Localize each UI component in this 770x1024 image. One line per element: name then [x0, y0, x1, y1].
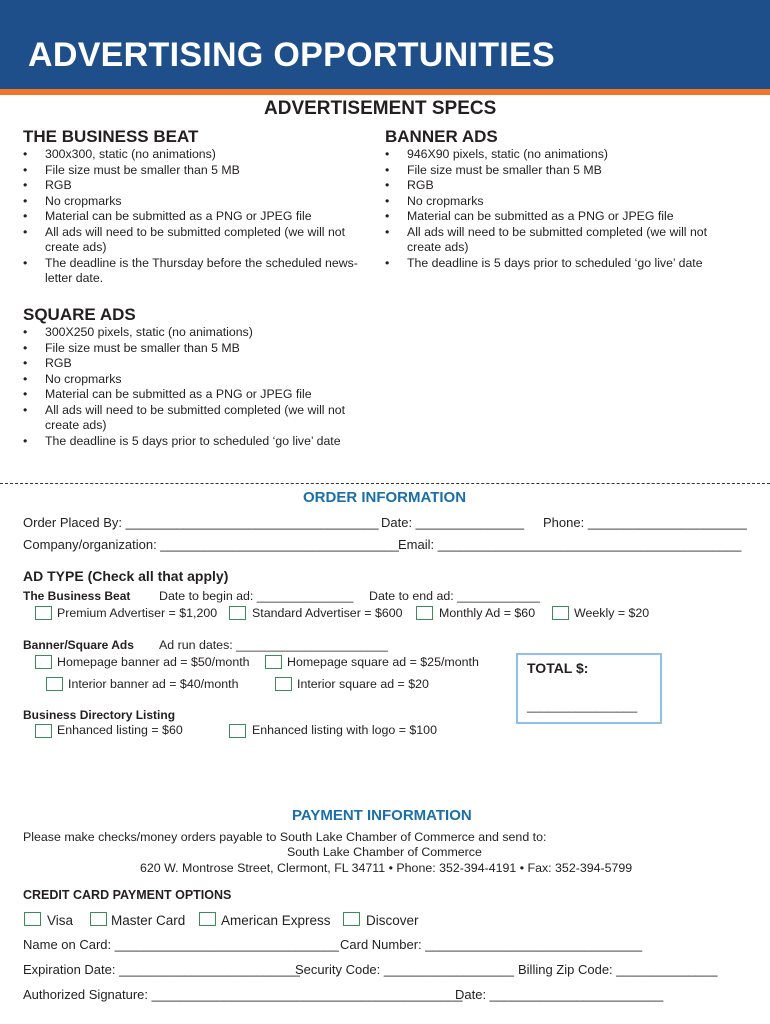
mastercard-checkbox[interactable]	[90, 912, 107, 926]
signature-date-field[interactable]: Date: ________________________	[455, 987, 664, 1002]
list-item: • 300X250 pixels, static (no animations)	[23, 325, 368, 341]
list-item: • The deadline is the Thursday before the scheduled news- letter date.	[23, 256, 368, 287]
premium-advertiser-checkbox[interactable]	[35, 606, 52, 620]
list-item: • Material can be submitted as a PNG or JPEG file	[23, 387, 368, 403]
interior-banner-label: Interior banner ad = $40/month	[68, 677, 239, 691]
list-item: • No cropmarks	[23, 194, 368, 210]
payment-address-name: South Lake Chamber of Commerce	[287, 845, 482, 859]
list-item: • The deadline is 5 days prior to scheduled ‘go live’ date	[385, 256, 730, 272]
name-on-card-field[interactable]: Name on Card: _______________________________	[23, 937, 339, 952]
list-item: • All ads will need to be submitted completed (we will not create ads)	[23, 403, 368, 434]
list-item: • 946X90 pixels, static (no animations)	[385, 147, 730, 163]
list-item: • File size must be smaller than 5 MB	[23, 341, 368, 357]
signature-field[interactable]: Authorized Signature: ___________________________________________	[23, 987, 463, 1002]
company-field[interactable]: Company/organization: _________________________________	[23, 537, 399, 552]
business-beat-label: The Business Beat	[23, 589, 131, 603]
total-label: TOTAL $:	[527, 660, 589, 676]
payment-address-line: 620 W. Montrose Street, Clermont, FL 34711 • Phone: 352-394-4191 • Fax: 352-394-5799	[140, 861, 633, 875]
homepage-banner-checkbox[interactable]	[35, 655, 52, 669]
expiration-date-field[interactable]: Expiration Date: _________________________	[23, 962, 300, 977]
premium-advertiser-label: Premium Advertiser = $1,200	[57, 606, 218, 620]
monthly-ad-checkbox[interactable]	[416, 606, 433, 620]
list-item: • File size must be smaller than 5 MB	[23, 163, 368, 179]
cut-line-divider	[0, 483, 770, 484]
interior-square-label: Interior square ad = $20	[297, 677, 429, 691]
discover-label: Discover	[366, 913, 419, 928]
visa-checkbox[interactable]	[24, 912, 41, 926]
list-item: • RGB	[23, 356, 368, 372]
homepage-banner-label: Homepage banner ad = $50/month	[57, 655, 250, 669]
total-box	[516, 653, 662, 724]
weekly-checkbox[interactable]	[552, 606, 569, 620]
business-beat-title: THE BUSINESS BEAT	[23, 127, 199, 146]
amex-checkbox[interactable]	[199, 912, 216, 926]
list-item: • No cropmarks	[23, 372, 368, 388]
business-beat-spec-list	[23, 147, 368, 287]
end-date-field[interactable]: Date to end ad: ____________	[369, 589, 540, 603]
enhanced-listing-checkbox[interactable]	[35, 724, 52, 738]
order-placed-by-field[interactable]: Order Placed By: ___________________________________	[23, 515, 379, 530]
standard-advertiser-checkbox[interactable]	[229, 606, 246, 620]
page-title: ADVERTISING OPPORTUNITIES	[28, 36, 555, 74]
banner-square-label: Banner/Square Ads	[23, 638, 134, 652]
total-field[interactable]: ________________	[527, 699, 638, 713]
cc-heading: CREDIT CARD PAYMENT OPTIONS	[23, 888, 232, 902]
payment-instructions: Please make checks/money orders payable to South Lake Chamber of Commerce and send to:	[23, 830, 547, 844]
list-item: • RGB	[23, 178, 368, 194]
discover-checkbox[interactable]	[343, 912, 360, 926]
visa-label: Visa	[47, 913, 74, 928]
enhanced-listing-logo-label: Enhanced listing with logo = $100	[252, 723, 437, 737]
list-item: • RGB	[385, 178, 730, 194]
weekly-label: Weekly = $20	[574, 606, 650, 620]
payment-info-heading: PAYMENT INFORMATION	[292, 807, 472, 824]
banner-ads-spec-list	[385, 147, 730, 271]
list-item: • Material can be submitted as a PNG or JPEG file	[385, 209, 730, 225]
specs-heading: ADVERTISEMENT SPECS	[264, 98, 497, 119]
order-date-field[interactable]: Date: _______________	[381, 515, 525, 530]
header-accent-stripe	[0, 89, 770, 95]
interior-square-checkbox[interactable]	[275, 677, 292, 691]
enhanced-listing-logo-checkbox[interactable]	[229, 724, 246, 738]
list-item: • All ads will need to be submitted completed (we will not create ads)	[385, 225, 730, 256]
billing-zip-field[interactable]: Billing Zip Code: ______________	[518, 962, 718, 977]
homepage-square-label: Homepage square ad = $25/month	[287, 655, 479, 669]
ad-run-dates-field[interactable]: Ad run dates: ______________________	[159, 638, 388, 652]
ad-type-heading: AD TYPE (Check all that apply)	[23, 568, 229, 584]
square-ads-spec-list	[23, 325, 368, 449]
card-number-field[interactable]: Card Number: ______________________________	[340, 937, 643, 952]
begin-date-field[interactable]: Date to begin ad: ______________	[159, 589, 354, 603]
list-item: • 300x300, static (no animations)	[23, 147, 368, 163]
banner-ads-title: BANNER ADS	[385, 127, 498, 146]
list-item: • File size must be smaller than 5 MB	[385, 163, 730, 179]
mastercard-label: Master Card	[111, 913, 186, 928]
security-code-field[interactable]: Security Code: __________________	[295, 962, 515, 977]
email-field[interactable]: Email: __________________________________________	[398, 537, 742, 552]
directory-label: Business Directory Listing	[23, 708, 176, 722]
homepage-square-checkbox[interactable]	[265, 655, 282, 669]
list-item: • Material can be submitted as a PNG or JPEG file	[23, 209, 368, 225]
list-item: • All ads will need to be submitted completed (we will not create ads)	[23, 225, 368, 256]
amex-label: American Express	[221, 913, 331, 928]
order-phone-field[interactable]: Phone: ______________________	[543, 515, 747, 530]
interior-banner-checkbox[interactable]	[46, 677, 63, 691]
list-item: • The deadline is 5 days prior to scheduled ‘go live’ date	[23, 434, 368, 450]
monthly-ad-label: Monthly Ad = $60	[439, 606, 536, 620]
standard-advertiser-label: Standard Advertiser = $600	[252, 606, 403, 620]
enhanced-listing-label: Enhanced listing = $60	[57, 723, 183, 737]
square-ads-title: SQUARE ADS	[23, 305, 136, 324]
list-item: • No cropmarks	[385, 194, 730, 210]
order-info-heading: ORDER INFORMATION	[303, 489, 467, 506]
